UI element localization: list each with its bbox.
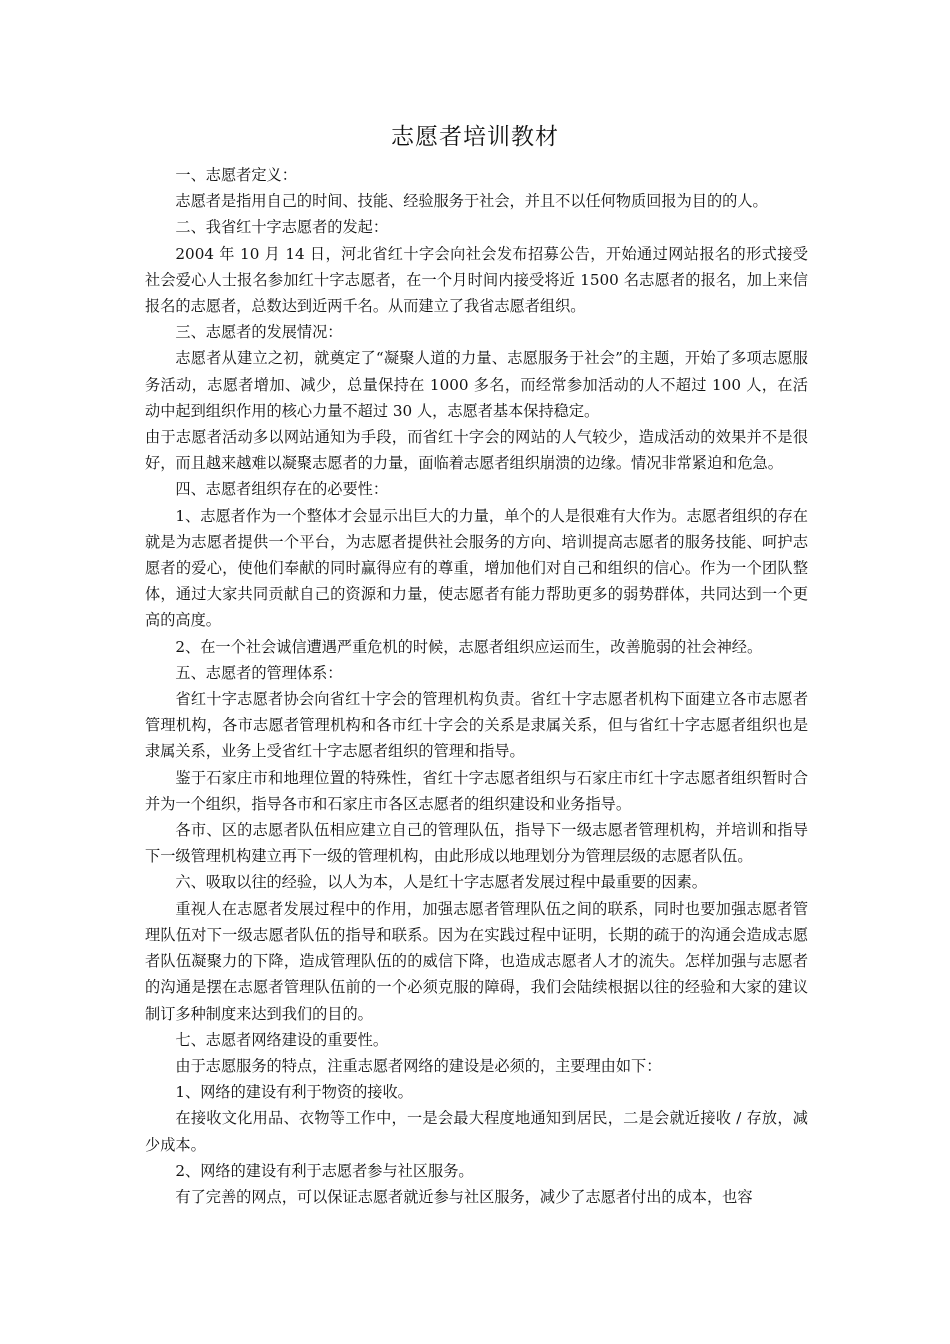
paragraph: 各市、区的志愿者队伍相应建立自己的管理队伍，指导下一级志愿者管理机构，并培训和指导下一级管理机构建立再下一级的管理机构，由此形成以地理划分为管理层级的志愿者队伍。 — [145, 821, 808, 866]
paragraph: 鉴于石家庄市和地理位置的特殊性，省红十字志愿者组织与石家庄市红十字志愿者组织暂时合并为一个组织，指导各市和石家庄市各区志愿者的组织建设和业务指导。 — [145, 768, 808, 813]
paragraph: 三、志愿者的发展情况： — [175, 323, 343, 342]
document-title: 志愿者培训教材 — [391, 124, 559, 150]
paragraph: 1、网络的建设有利于物资的接收。 — [175, 1083, 413, 1102]
paragraph: 志愿者是指用自己的时间、技能、经验服务于社会，并且不以任何物质回报为目的的人。 — [175, 192, 768, 211]
paragraph: 一、志愿者定义： — [175, 166, 297, 184]
paragraph: 由于志愿者活动多以网站通知为手段，而省红十字会的网站的人气较少，造成活动的效果并不是很好，而且越来越难以凝聚志愿者的力量，面临着志愿者组织崩溃的边缘。情况非常紧迫和危急。 — [145, 428, 808, 473]
paragraph: 六、吸取以往的经验，以人为本，人是红十字志愿者发展过程中最重要的因素。 — [175, 873, 707, 892]
paragraph: 由于志愿服务的特点，注重志愿者网络的建设是必须的，主要理由如下： — [175, 1056, 662, 1075]
paragraph: 2、在一个社会诚信遭遇严重危机的时候，志愿者组织应运而生，改善脆弱的社会神经。 — [175, 637, 763, 656]
paragraph: 有了完善的网点，可以保证志愿者就近参与社区服务，减少了志愿者付出的成本，也容 — [175, 1187, 753, 1206]
paragraph: 2、网络的建设有利于志愿者参与社区服务。 — [175, 1161, 474, 1180]
paragraph: 重视人在志愿者发展过程中的作用，加强志愿者管理队伍之间的联系，同时也要加强志愿者管理队伍对下一级志愿者队伍的指导和联系。因为在实践过程中证明，长期的疏于的沟通会造成志愿者队伍凝聚力的下降，造成管理队伍的的威信下降，也造成志愿者人才的流失。怎样加强与志愿者的沟通是摆在志愿者管理队伍前的一个必须克服的障碍，我们会陆续根据以往的经验和大家的建议制订多种制度来达到我们的目的。 — [145, 899, 808, 1023]
paragraph: 四、志愿者组织存在的必要性： — [175, 480, 389, 499]
paragraph: 1、志愿者作为一个整体才会显示出巨大的力量，单个的人是很难有大作为。志愿者组织的存在就是为志愿者提供一个平台，为志愿者提供社会服务的方向、培训提高志愿者的服务技能、呵护志愿者的爱心，使他们奉献的同时赢得应有的尊重，增加他们对自己和组织的信心。作为一个团队整体，通过大家共同贡献自己的资源和力量，使志愿者有能力帮助更多的弱势群体，共同达到一个更高的高度。 — [145, 506, 808, 630]
paragraph: 志愿者从建立之初，就奠定了“凝聚人道的力量、志愿服务于社会”的主题，开始了多项志愿服务活动，志愿者增加、减少，总量保持在 1000 多名，而经常参加活动的人不超过 100 人，在活动中起到组织作用的核心力量不超过 30 人，志愿者基本保持稳定。 — [145, 349, 808, 420]
paragraph: 二、我省红十字志愿者的发起： — [175, 218, 389, 237]
paragraph: 省红十字志愿者协会向省红十字会的管理机构负责。省红十字志愿者机构下面建立各市志愿者管理机构，各市志愿者管理机构和各市红十字会的关系是隶属关系，但与省红十字志愿者组织也是隶属关系，业务上受省红十字志愿者组织的管理和指导。 — [145, 690, 808, 761]
paragraph: 在接收文化用品、衣物等工作中，一是会最大程度地通知到居民，二是会就近接收 / 存放，减少成本。 — [145, 1109, 808, 1154]
paragraph: 2004 年 10 月 14 日，河北省红十字会向社会发布招募公告，开始通过网站报名的形式接受社会爱心人士报名参加红十字志愿者，在一个月时间内接受将近 1500 名志愿者的报名，加上来信报名的志愿者，总数达到近两千名。从而建立了我省志愿者组织。 — [145, 244, 808, 316]
paragraph: 七、志愿者网络建设的重要性。 — [175, 1030, 389, 1049]
paragraph: 五、志愿者的管理体系： — [175, 663, 343, 682]
document-body — [145, 162, 808, 1210]
